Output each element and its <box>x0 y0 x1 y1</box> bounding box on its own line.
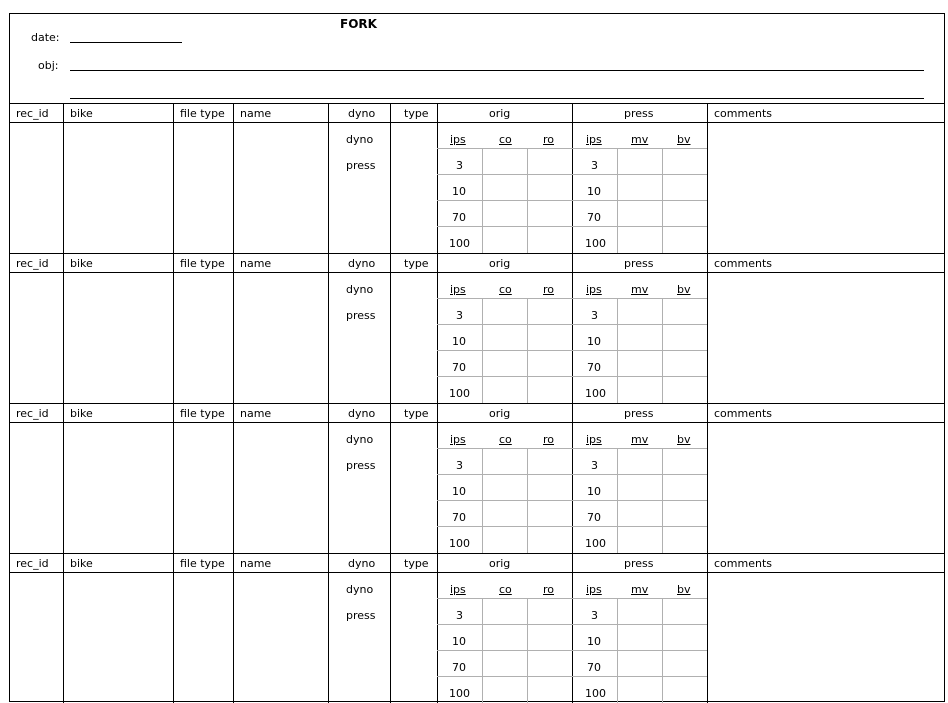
header-orig: orig <box>489 407 511 420</box>
grid-row-line <box>437 324 707 325</box>
grid-col-line <box>617 598 618 703</box>
grid-col-line <box>482 448 483 553</box>
block-top-border <box>9 553 945 554</box>
dyno-row-label: dyno <box>346 283 374 296</box>
block-header-border <box>9 122 945 123</box>
orig-col-header: ro <box>543 583 555 596</box>
orig-ips-value: 10 <box>452 335 466 348</box>
header-bike: bike <box>70 107 93 120</box>
header-rec-id: rec_id <box>16 557 49 570</box>
press-ips-value: 70 <box>587 661 601 674</box>
orig-ips-value: 3 <box>456 459 463 472</box>
press-ips-value: 70 <box>587 511 601 524</box>
grid-row-line <box>437 200 707 201</box>
orig-col-header: ips <box>450 583 466 596</box>
grid-row-line <box>437 174 707 175</box>
grid-col-line <box>527 598 528 703</box>
form-title: FORK <box>340 17 377 31</box>
header-bike: bike <box>70 257 93 270</box>
sub-header-line <box>437 598 707 599</box>
header-press: press <box>624 407 654 420</box>
column-divider <box>173 553 174 703</box>
orig-ips-value: 10 <box>452 635 466 648</box>
column-divider <box>572 553 573 703</box>
header-file-type: file type <box>180 407 225 420</box>
orig-ips-value: 100 <box>449 387 470 400</box>
header-dyno: dyno <box>348 407 376 420</box>
header-name: name <box>240 107 272 120</box>
header-file-type: file type <box>180 557 225 570</box>
press-ips-value: 100 <box>585 537 606 550</box>
orig-ips-value: 100 <box>449 237 470 250</box>
column-divider <box>328 553 329 703</box>
press-ips-value: 100 <box>585 687 606 700</box>
grid-row-line <box>437 500 707 501</box>
header-name: name <box>240 557 272 570</box>
dyno-row-label: press <box>346 159 376 172</box>
header-rec-id: rec_id <box>16 407 49 420</box>
header-dyno: dyno <box>348 257 376 270</box>
header-bike: bike <box>70 557 93 570</box>
column-divider <box>437 103 438 253</box>
column-divider <box>173 103 174 253</box>
dyno-row-label: dyno <box>346 133 374 146</box>
press-col-header: ips <box>586 433 602 446</box>
header-type: type <box>404 107 429 120</box>
press-col-header: mv <box>631 133 649 146</box>
header-file-type: file type <box>180 257 225 270</box>
press-ips-value: 10 <box>587 335 601 348</box>
grid-row-line <box>437 650 707 651</box>
press-ips-value: 100 <box>585 237 606 250</box>
column-divider <box>233 553 234 703</box>
dyno-row-label: dyno <box>346 583 374 596</box>
header-comments: comments <box>714 407 772 420</box>
orig-col-header: co <box>499 433 512 446</box>
column-divider <box>707 253 708 403</box>
press-ips-value: 10 <box>587 635 601 648</box>
header-comments: comments <box>714 557 772 570</box>
column-divider <box>173 403 174 553</box>
orig-ips-value: 70 <box>452 661 466 674</box>
grid-col-line <box>662 298 663 403</box>
block-top-border <box>9 253 945 254</box>
orig-col-header: ro <box>543 133 555 146</box>
press-col-header: mv <box>631 583 649 596</box>
sub-header-line <box>437 448 707 449</box>
orig-col-header: co <box>499 133 512 146</box>
column-divider <box>707 403 708 553</box>
obj-field[interactable] <box>70 70 924 71</box>
orig-col-header: co <box>499 283 512 296</box>
column-divider <box>390 103 391 253</box>
press-ips-value: 10 <box>587 485 601 498</box>
dyno-row-label: press <box>346 309 376 322</box>
header-type: type <box>404 257 429 270</box>
orig-ips-value: 10 <box>452 185 466 198</box>
grid-row-line <box>437 350 707 351</box>
column-divider <box>63 253 64 403</box>
column-divider <box>63 103 64 253</box>
date-field[interactable] <box>70 42 182 43</box>
grid-col-line <box>617 298 618 403</box>
orig-ips-value: 70 <box>452 361 466 374</box>
press-col-header: bv <box>677 283 691 296</box>
grid-col-line <box>482 148 483 253</box>
column-divider <box>233 403 234 553</box>
column-divider <box>572 103 573 253</box>
grid-row-line <box>437 376 707 377</box>
header-rec-id: rec_id <box>16 107 49 120</box>
grid-col-line <box>662 598 663 703</box>
grid-row-line <box>437 624 707 625</box>
orig-col-header: ro <box>543 433 555 446</box>
grid-row-line <box>437 474 707 475</box>
grid-col-line <box>527 148 528 253</box>
press-ips-value: 3 <box>591 609 598 622</box>
grid-col-line <box>527 448 528 553</box>
dyno-row-label: press <box>346 609 376 622</box>
press-col-header: mv <box>631 283 649 296</box>
orig-col-header: co <box>499 583 512 596</box>
press-col-header: bv <box>677 133 691 146</box>
grid-col-line <box>662 148 663 253</box>
sub-header-line <box>437 148 707 149</box>
header-orig: orig <box>489 107 511 120</box>
orig-ips-value: 100 <box>449 687 470 700</box>
column-divider <box>390 403 391 553</box>
header-type: type <box>404 557 429 570</box>
column-divider <box>233 103 234 253</box>
header-name: name <box>240 257 272 270</box>
column-divider <box>390 253 391 403</box>
column-divider <box>63 553 64 703</box>
orig-ips-value: 70 <box>452 511 466 524</box>
header-dyno: dyno <box>348 107 376 120</box>
grid-col-line <box>482 298 483 403</box>
orig-ips-value: 10 <box>452 485 466 498</box>
press-col-header: ips <box>586 133 602 146</box>
header-press: press <box>624 107 654 120</box>
block-top-border <box>9 403 945 404</box>
grid-row-line <box>437 526 707 527</box>
press-ips-value: 70 <box>587 361 601 374</box>
obj-field-line-2[interactable] <box>70 98 924 99</box>
orig-col-header: ro <box>543 283 555 296</box>
press-ips-value: 70 <box>587 211 601 224</box>
header-rec-id: rec_id <box>16 257 49 270</box>
press-col-header: ips <box>586 283 602 296</box>
header-dyno: dyno <box>348 557 376 570</box>
header-comments: comments <box>714 107 772 120</box>
press-ips-value: 100 <box>585 387 606 400</box>
obj-label: obj: <box>38 59 59 72</box>
dyno-row-label: dyno <box>346 433 374 446</box>
press-col-header: bv <box>677 583 691 596</box>
press-ips-value: 3 <box>591 459 598 472</box>
orig-col-header: ips <box>450 433 466 446</box>
grid-col-line <box>617 148 618 253</box>
header-press: press <box>624 557 654 570</box>
column-divider <box>437 253 438 403</box>
column-divider <box>233 253 234 403</box>
date-label: date: <box>31 31 60 44</box>
press-ips-value: 3 <box>591 309 598 322</box>
grid-col-line <box>662 448 663 553</box>
press-col-header: mv <box>631 433 649 446</box>
column-divider <box>437 553 438 703</box>
header-orig: orig <box>489 557 511 570</box>
orig-col-header: ips <box>450 283 466 296</box>
column-divider <box>437 403 438 553</box>
column-divider <box>707 553 708 703</box>
header-comments: comments <box>714 257 772 270</box>
press-col-header: bv <box>677 433 691 446</box>
block-header-border <box>9 422 945 423</box>
column-divider <box>390 553 391 703</box>
header-name: name <box>240 407 272 420</box>
column-divider <box>707 103 708 253</box>
grid-col-line <box>482 598 483 703</box>
orig-ips-value: 70 <box>452 211 466 224</box>
block-header-border <box>9 572 945 573</box>
header-bike: bike <box>70 407 93 420</box>
column-divider <box>328 103 329 253</box>
press-col-header: ips <box>586 583 602 596</box>
grid-row-line <box>437 676 707 677</box>
grid-row-line <box>437 226 707 227</box>
orig-ips-value: 100 <box>449 537 470 550</box>
header-file-type: file type <box>180 107 225 120</box>
header-press: press <box>624 257 654 270</box>
dyno-row-label: press <box>346 459 376 472</box>
column-divider <box>572 253 573 403</box>
orig-ips-value: 3 <box>456 309 463 322</box>
grid-col-line <box>527 298 528 403</box>
column-divider <box>173 253 174 403</box>
grid-col-line <box>617 448 618 553</box>
orig-ips-value: 3 <box>456 159 463 172</box>
header-orig: orig <box>489 257 511 270</box>
orig-ips-value: 3 <box>456 609 463 622</box>
press-ips-value: 3 <box>591 159 598 172</box>
column-divider <box>328 403 329 553</box>
sub-header-line <box>437 298 707 299</box>
press-ips-value: 10 <box>587 185 601 198</box>
column-divider <box>572 403 573 553</box>
block-top-border <box>9 103 945 104</box>
orig-col-header: ips <box>450 133 466 146</box>
column-divider <box>328 253 329 403</box>
column-divider <box>63 403 64 553</box>
header-type: type <box>404 407 429 420</box>
block-header-border <box>9 272 945 273</box>
